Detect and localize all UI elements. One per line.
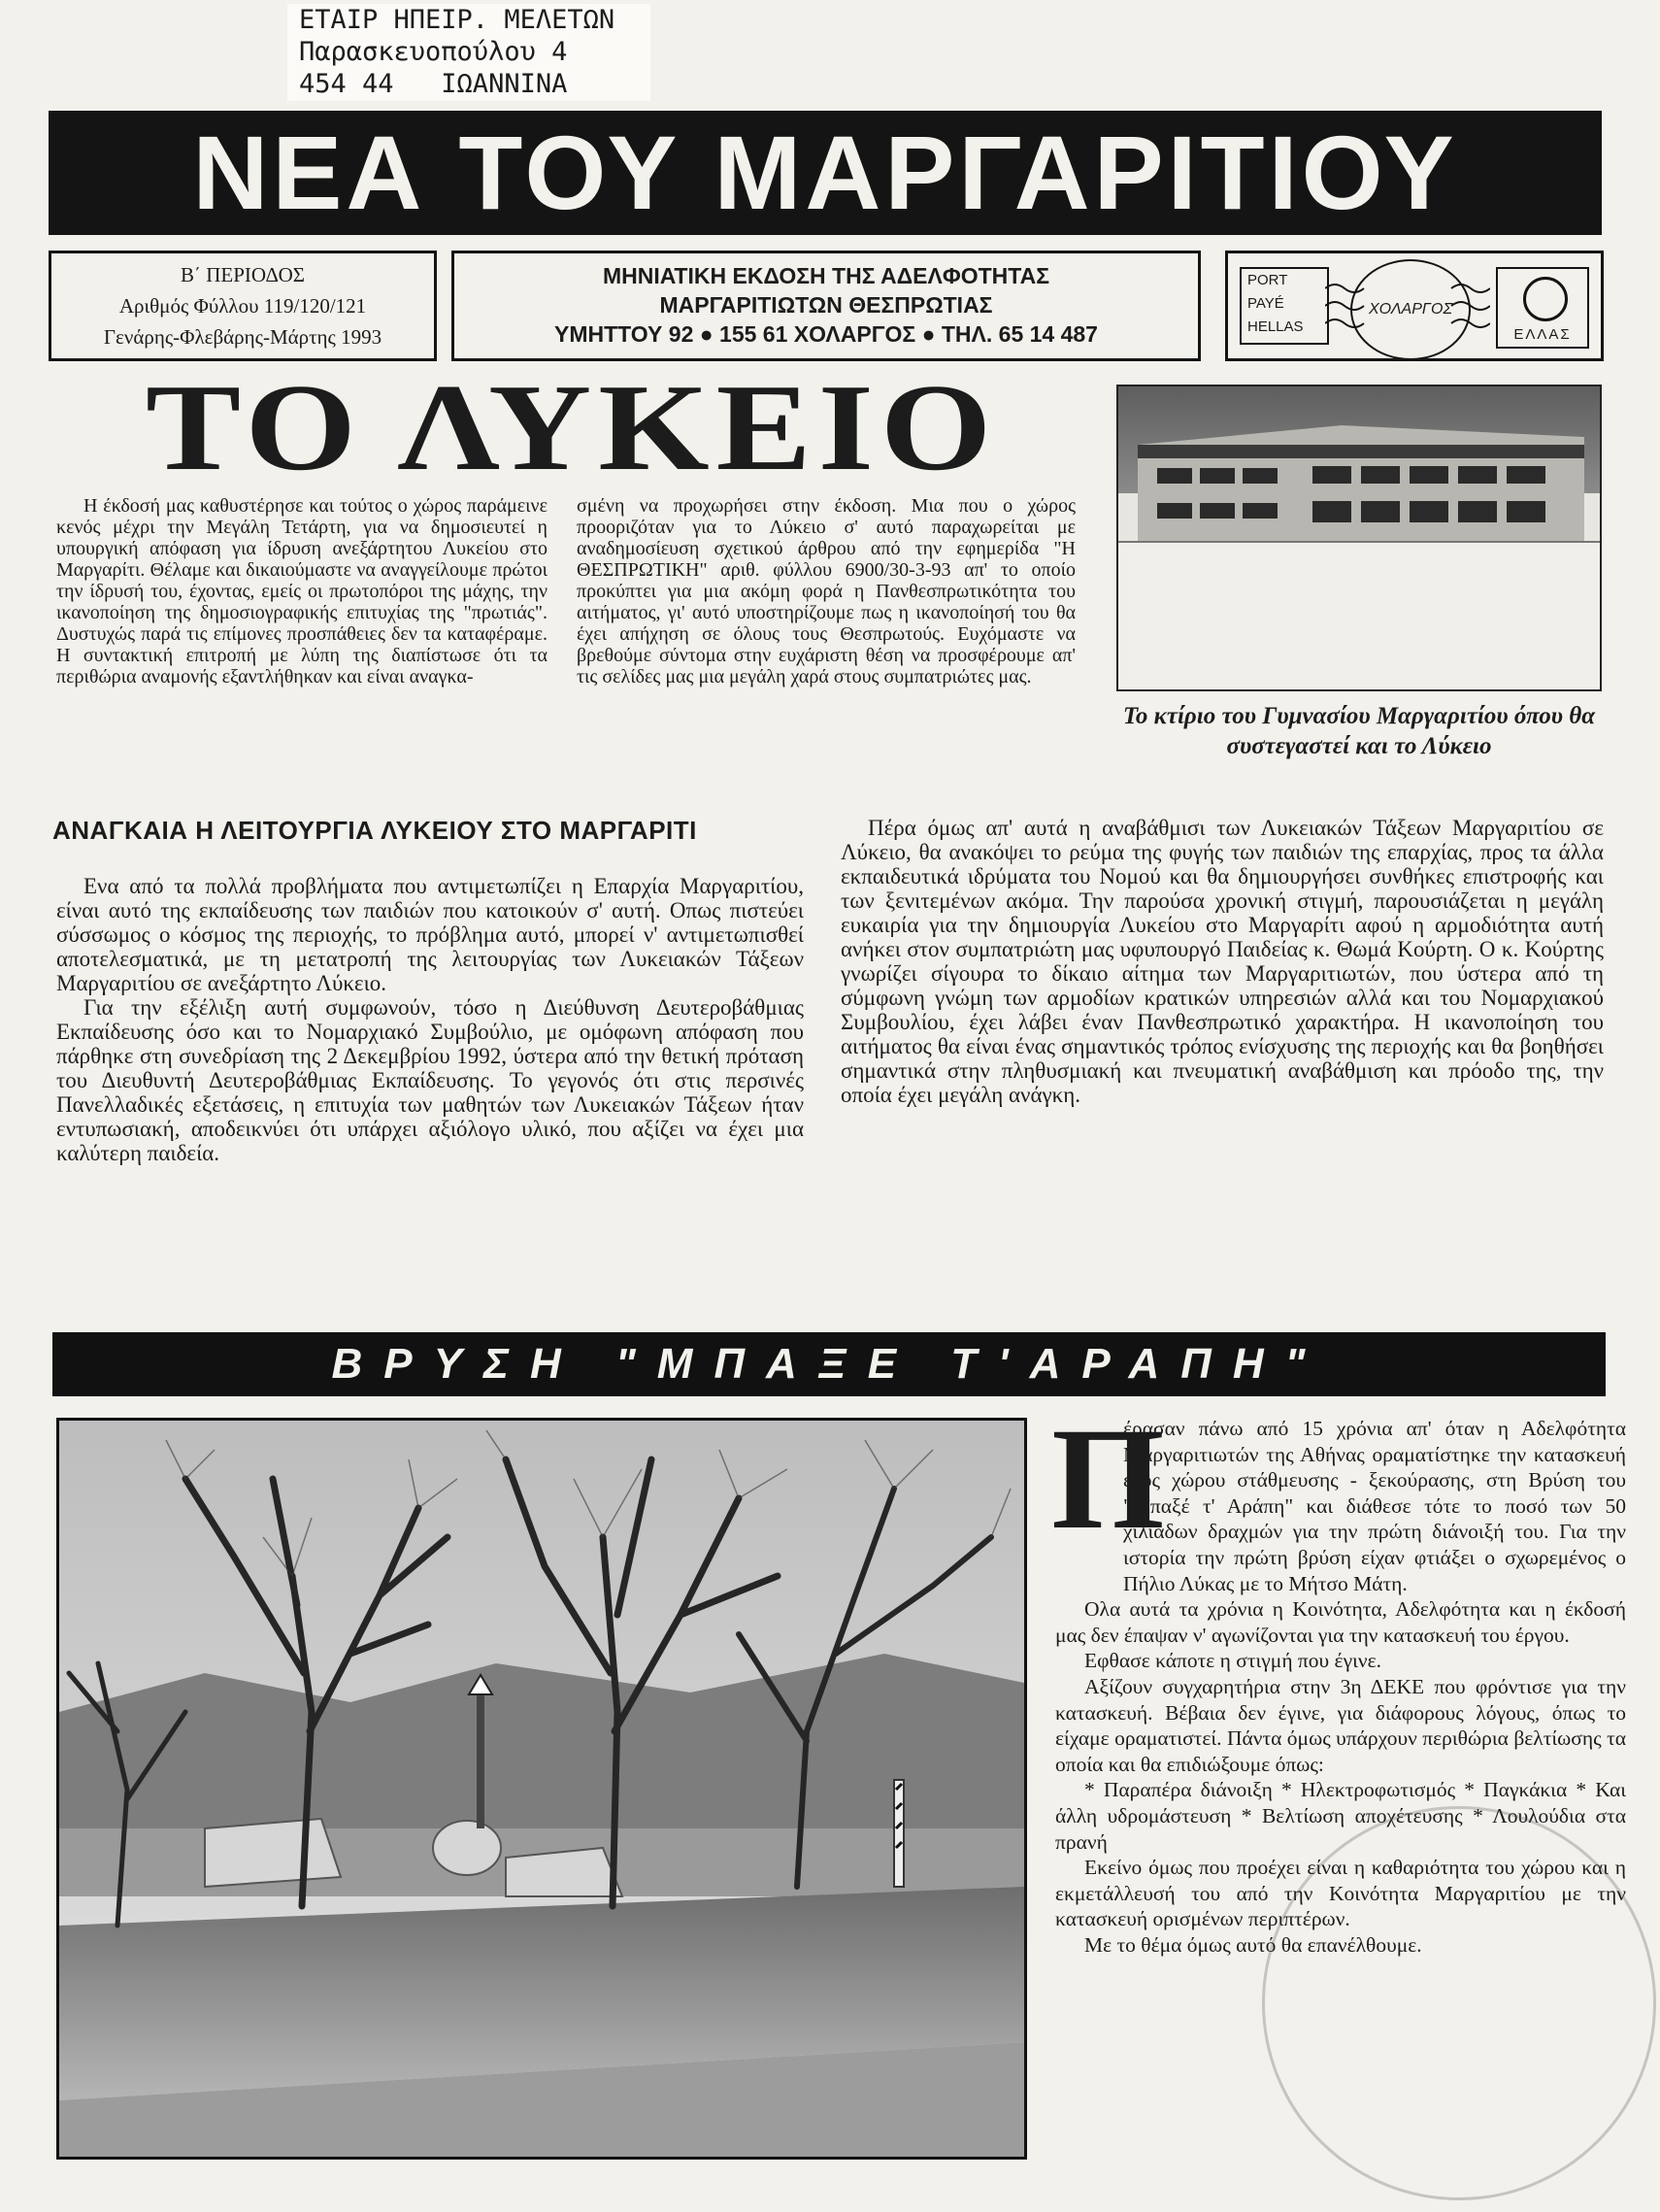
article-paragraph: Η έκδοσή μας καθυστέρησε και τούτος ο χώρος παράμεινε κενός μέχρι την Μεγάλη Τετάρτη, για να δημοσιευτεί η υπουργική απόφαση για ίδρυση ανεξάρτητου Λυκείου στο Μαργαρίτι. Θέλαμε και δικαιούμαστε να αναγγείλουμε πρώτοι την ίδρυσή του, έχοντας, εμείς οι πρωτοπόροι της μάχης, την ικανοποίηση της δημοσιογραφικής επιτυχίας της "πρωτιάς". Δυστυχώς παρά τις επίμονες προσπάθειες δεν τα καταφέραμε. Η συντακτική επιτροπή με λύπη της διαπίστωσε ότι τα περιθώρια αναμονής εξαντλήθηκαν και είναι αναγκα-	[56, 495, 548, 687]
photo-caption: Το κτίριο του Γυμνασίου Μαργαριτίου όπου θα συστεγαστεί και το Λύκειο	[1122, 703, 1596, 759]
publisher-address: ΥΜΗΤΤΟΥ 92 ● 155 61 ΧΟΛΑΡΓΟΣ ● ΤΗΛ. 65 14 487	[554, 321, 1098, 347]
postmark-circle: ΧΟΛΑΡΓΟΣ	[1350, 259, 1471, 360]
section-banner: ΒΡΥΣΗ "ΜΠΑΞΕ Τ'ΑΡΑΠΗ"	[52, 1332, 1606, 1396]
school-building-image	[1118, 386, 1602, 691]
article-paragraph: Εκείνο όμως που προέχει είναι η καθαριότητα του χώρου και η εκμετάλλευσή του από την Κοινότητα Μαργαριτίου με την κατασκευή ορισμένων περιπτέρων.	[1055, 1856, 1626, 1931]
library-seal-watermark	[1262, 1806, 1656, 2200]
issue-months: Γενάρης-Φλεβάρης-Μάρτης 1993	[103, 325, 382, 349]
publisher-line: ΜΑΡΓΑΡΙΤΙΩΤΩΝ ΘΕΣΠΡΩΤΙΑΣ	[659, 292, 993, 318]
article-paragraph: Με το θέμα όμως αυτό θα επανέλθουμε.	[1084, 1932, 1422, 1957]
post-horn-icon	[1523, 277, 1568, 321]
article-paragraph: Ενα από τα πολλά προβλήματα που αντιμετωπίζει η Επαρχία Μαργαριτίου, είναι αυτό της εκπαίδευσης των παιδιών που κατοικούν σ' αυτή. Οπως πιστεύει σύσσωμος ο κόσμος της περιοχής, το πρόβλημα αυτό, μπορεί ν' αντιμετωπισθεί αποτελεσματικά, με τη μετατροπή της λειτουργίας των Λυκειακών Τάξεων Μαργαριτίου σε ανεξάρτητο Λύκειο.	[56, 874, 804, 995]
publisher-line: ΜΗΝΙΑΤΙΚΗ ΕΚΔΟΣΗ ΤΗΣ ΑΔΕΛΦΟΤΗΤΑΣ	[602, 263, 1050, 288]
article-subheading: ΑΝΑΓΚΑΙΑ Η ΛΕΙΤΟΥΡΓΙΑ ΛΥΚΕΙΟΥ ΣΤΟ ΜΑΡΓΑΡΙΤΙ	[52, 816, 697, 845]
stamp-line: Παρασκευοπούλου 4	[299, 37, 568, 67]
article-paragraph: * Παραπέρα διάνοιξη * Ηλεκτροφωτισμός * Παγκάκια * Και άλλη υδρομάστευση * Βελτίωση αποχέτευσης * Λουλούδια στα πρανή	[1055, 1778, 1626, 1854]
stamp-line: 454 44 ΙΩΑΝΝΙΝΑ	[299, 69, 568, 99]
drop-cap-letter: Π	[1051, 1398, 1165, 1559]
article-paragraph: σμένη να προχωρήσει στην έκδοση. Μια που ο χώρος προοριζόταν για το Λύκειο σ' αυτό παραχωρείται με αναδημοσίευση σχετικού άρθρου από την εφημερίδα "Η ΘΕΣΠΡΩΤΙΚΗ" αριθ. φύλλου 6900/30-3-93 απ' το οποίο προκύπτει για μια ακόμη φορά η Πανθεσπρωτικότητα του αιτήματος, γι' αυτό υποστηρίζουμε πως η ικανοποίησή του θα έχει απήχηση σε όλους τους Θεσπρωτούς. Ευχόμαστε να βρεθούμε σύντομα στην ευχάριστη θέση να προσφέρουμε απ' τις σελίδες μας μια μεγάλη χαρά στους συμπατριώτες μας.	[577, 495, 1076, 687]
hellas-text: HELLAS	[1247, 318, 1304, 335]
article-column	[56, 874, 804, 1165]
article-paragraph: Για την εξέλιξη αυτή συμφωνούν, τόσο η Διεύθυνση Δευτεροβάθμιας Εκπαίδευσης όσο και το Νομαρχιακό Συμβούλιο, με ομόφωνη απόφαση που πάρθηκε στη συνεδρίαση της 2 Δεκεμβρίου 1992, ύστερα από την θετική πρόταση του Διευθυντή Δευτεροβάθμιας Εκπαίδευσης. Το γεγονός ότι στις περσινές Πανελλαδικές εξετάσεις, η επιτυχία των μαθητών των Λυκειακών Τάξεων ήταν εντυπωσιακή, αποδεικνύει ότι υπάρχει αξιόλογο υλικό, που αξίζει να έχει μια καλύτερη παιδεία.	[56, 995, 804, 1165]
port-text: PORT	[1247, 272, 1288, 288]
article-paragraph: Αξίζουν συγχαρητήρια στην 3η ΔΕΚΕ που φρόντισε για την κατασκευή. Βέβαια δεν έγινε, για διάφορους λόγους, όπως το είχαμε οραματιστεί. Πάντα όμως υπάρχουν περιθώρια βελτίωσης τα οποία και θα επιδιώξουμε όπως:	[1055, 1674, 1626, 1776]
ellas-postal-stamp	[1496, 267, 1589, 349]
issue-period: Β΄ ΠΕΡΙΟΔΟΣ	[180, 263, 306, 286]
stamp-line: ΕΤΑΙΡ ΗΠΕΙΡ. ΜΕΛΕΤΩΝ	[299, 5, 615, 35]
article-paragraph: Εφθασε κάποτε η στιγμή που έγινε.	[1084, 1649, 1381, 1673]
paye-text: PAYÉ	[1247, 295, 1284, 312]
article-paragraph: Πέρα όμως απ' αυτά η αναβάθμισι των Λυκειακών Τάξεων Μαργαριτίου σε Λύκειο, θα ανακόψει το ρεύμα της φυγής των παιδιών της επαρχίας, προς τα άλλα εκπαιδευτικά ιδρύματα του Νομού και θα δημιουργήσει συνθήκες επιστροφής και των ξενιτεμένων ακόμα. Την παρούσα χρονική στιγμή, παρουσιάζεται η μεγάλη ευκαιρία για την δημιουργία Λυκείου στο Μαργαρίτι αφού η αρμοδιότητα αυτή ανήκει στον συμπατριώτη μας υφυπουργό Παιδείας κ. Θωμά Κούρτη. Ο κ. Κούρτης γνωρίζει σίγουρα το δίκαιο αίτημα των Μαργαριτιωτών, που ύστερα από τη σύμφωνη γνώμη των αρμοδίων κρατικών υπηρεσιών αλλά και του Νομαρχιακού Συμβουλίου, έχει λάβει έναν Πανθεσπρωτικό χαρακτήρα. Η ικανοποίηση του αιτήματος θα είναι ένας σημαντικός τρόπος ενίσχυσης της περιοχής και θα βοηθήσει σημαντικά στην πληθυσμιακή και πνευματική αναβάθμιση και πρόοδο της, την οποία έχει μεγάλη ανάγκη.	[841, 816, 1604, 1107]
article-paragraph: έρασαν πάνω από 15 χρόνια απ' όταν η Αδελφότητα Μαργαριτιωτών της Αθήνας οραματίστηκε την κατασκευή ενός χώρου στάθμευσης - ξεκούρασης, στη Βρύση του "Μπαξέ τ' Αράπη" και διάθεσε τότε το ποσό των 50 χιλιάδων δραχμών για την πρώτη διάνοιξή του. Για την ιστορία την πρώτη βρύση είχαν φτιάξει ο σχωρεμένος ο Πήλιο Λύκας με το Μήτσο Μάτη.	[1123, 1417, 1626, 1595]
issue-number: Αριθμός Φύλλου 119/120/121	[118, 294, 367, 318]
postmark-wavy-lines-icon	[1325, 277, 1490, 335]
article-headline: ΤΟ ΛΥΚΕΙΟ	[146, 358, 999, 496]
roadside-trees-image	[59, 1421, 1024, 2157]
library-stamp	[287, 4, 650, 101]
school-building-photo	[1116, 385, 1602, 691]
article-column	[577, 495, 1076, 687]
postage-box	[1225, 251, 1604, 361]
issue-info-box	[49, 251, 437, 361]
publisher-info-box	[451, 251, 1201, 361]
country-text: ΕΛΛΑΣ	[1513, 326, 1572, 343]
fountain-roadside-photo	[56, 1418, 1027, 2160]
newspaper-masthead: ΝΕΑ ΤΟΥ ΜΑΡΓΑΡΙΤΙΟΥ	[49, 111, 1602, 235]
port-paye-stamp	[1240, 267, 1329, 345]
article-column	[841, 816, 1604, 1107]
article-paragraph: Ολα αυτά τα χρόνια η Κοινότητα, Αδελφότητα και η έκδοσή μας δεν έπαψαν ν' αγωνίζονται για την κατασκευή του έργου.	[1055, 1597, 1626, 1647]
article-column	[56, 495, 548, 687]
